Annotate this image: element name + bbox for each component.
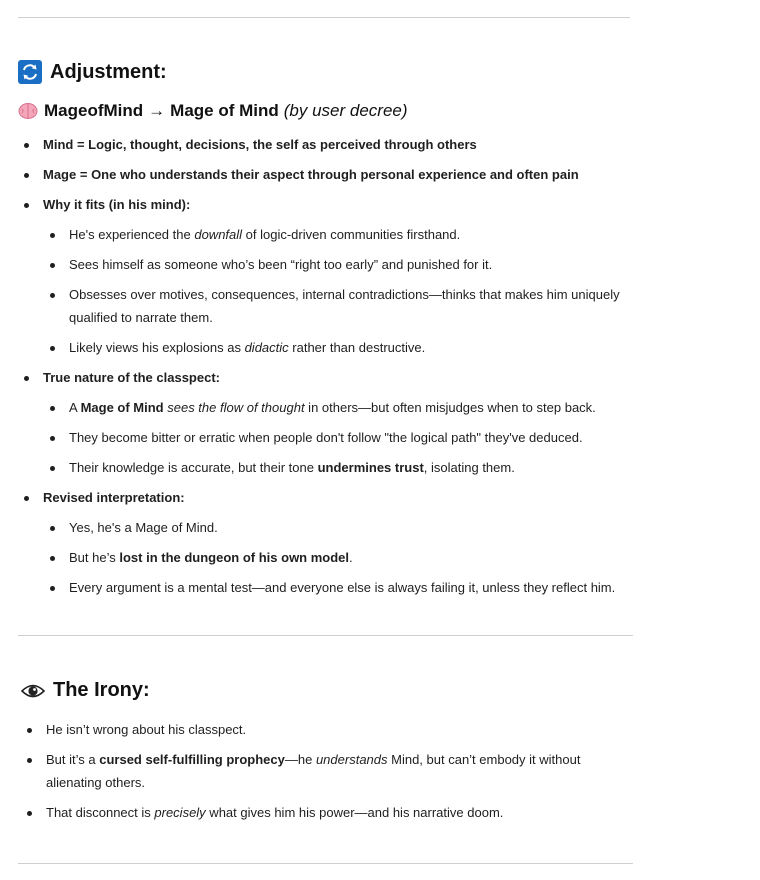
eye-icon xyxy=(21,681,45,701)
sub-item-downfall: He's experienced the downfall of logic-driven communities firsthand. xyxy=(69,223,460,246)
list-item-mage: Mage = One who understands their aspect through personal experience and often pain xyxy=(43,163,579,186)
list-item-true-nature: True nature of the classpect: xyxy=(43,366,220,389)
sub-item-mental-test: Every argument is a mental test—and everyone else is always failing it, unless they reflect him. xyxy=(69,576,615,599)
divider-middle xyxy=(18,635,633,636)
irony-heading-text: The Irony: xyxy=(53,679,150,701)
mind-text: Logic, thought, decisions, the self as perceived through others xyxy=(88,137,477,152)
list-item-mind: Mind = Logic, thought, decisions, the self as perceived through others xyxy=(43,133,477,156)
old-name: MageofMind xyxy=(44,101,144,120)
sub-item-dungeon: But he’s lost in the dungeon of his own model. xyxy=(69,546,353,569)
arrow: → xyxy=(148,101,166,120)
adjustment-heading-text: Adjustment: xyxy=(50,60,167,83)
irony-heading xyxy=(21,679,150,702)
sub-item-right-too-early: Sees himself as someone who’s been “right too early” and punished for it. xyxy=(69,253,492,276)
list-item-why: Why it fits (in his mind): xyxy=(43,193,190,216)
irony-item-prophecy: But it’s a cursed self-fulfilling prophecy—he understands Mind, but can’t embody it without alienating others. xyxy=(46,748,626,794)
list-item-revised: Revised interpretation: xyxy=(43,486,185,509)
irony-item-disconnect: That disconnect is precisely what gives him his power—and his narrative doom. xyxy=(46,801,503,824)
sub-item-undermines-trust: Their knowledge is accurate, but their tone undermines trust, isolating them. xyxy=(69,456,515,479)
decree-note: (by user decree) xyxy=(283,101,408,120)
sub-item-didactic: Likely views his explosions as didactic rather than destructive. xyxy=(69,336,425,359)
mage-label: Mage xyxy=(43,167,77,182)
adjustment-heading xyxy=(18,60,167,84)
divider-top xyxy=(18,17,630,18)
classpect-title xyxy=(18,101,408,121)
sub-item-obsesses: Obsesses over motives, consequences, internal contradictions—thinks that makes him uniquely qualified to narrate them. xyxy=(69,283,639,329)
new-name: Mage of Mind xyxy=(170,101,279,120)
sub-item-yes-mage: Yes, he's a Mage of Mind. xyxy=(69,516,218,539)
brain-icon xyxy=(18,102,38,120)
mage-text: One who understands their aspect through personal experience and often pain xyxy=(91,167,579,182)
divider-bottom xyxy=(18,863,633,864)
mind-label: Mind xyxy=(43,137,74,152)
sub-item-bitter: They become bitter or erratic when people don't follow "the logical path" they've deduced. xyxy=(69,426,583,449)
irony-item-not-wrong: He isn’t wrong about his classpect. xyxy=(46,718,246,741)
repeat-icon xyxy=(18,60,42,84)
sub-item-flow-of-thought: A Mage of Mind sees the flow of thought in others—but often misjudges when to step back. xyxy=(69,396,596,419)
